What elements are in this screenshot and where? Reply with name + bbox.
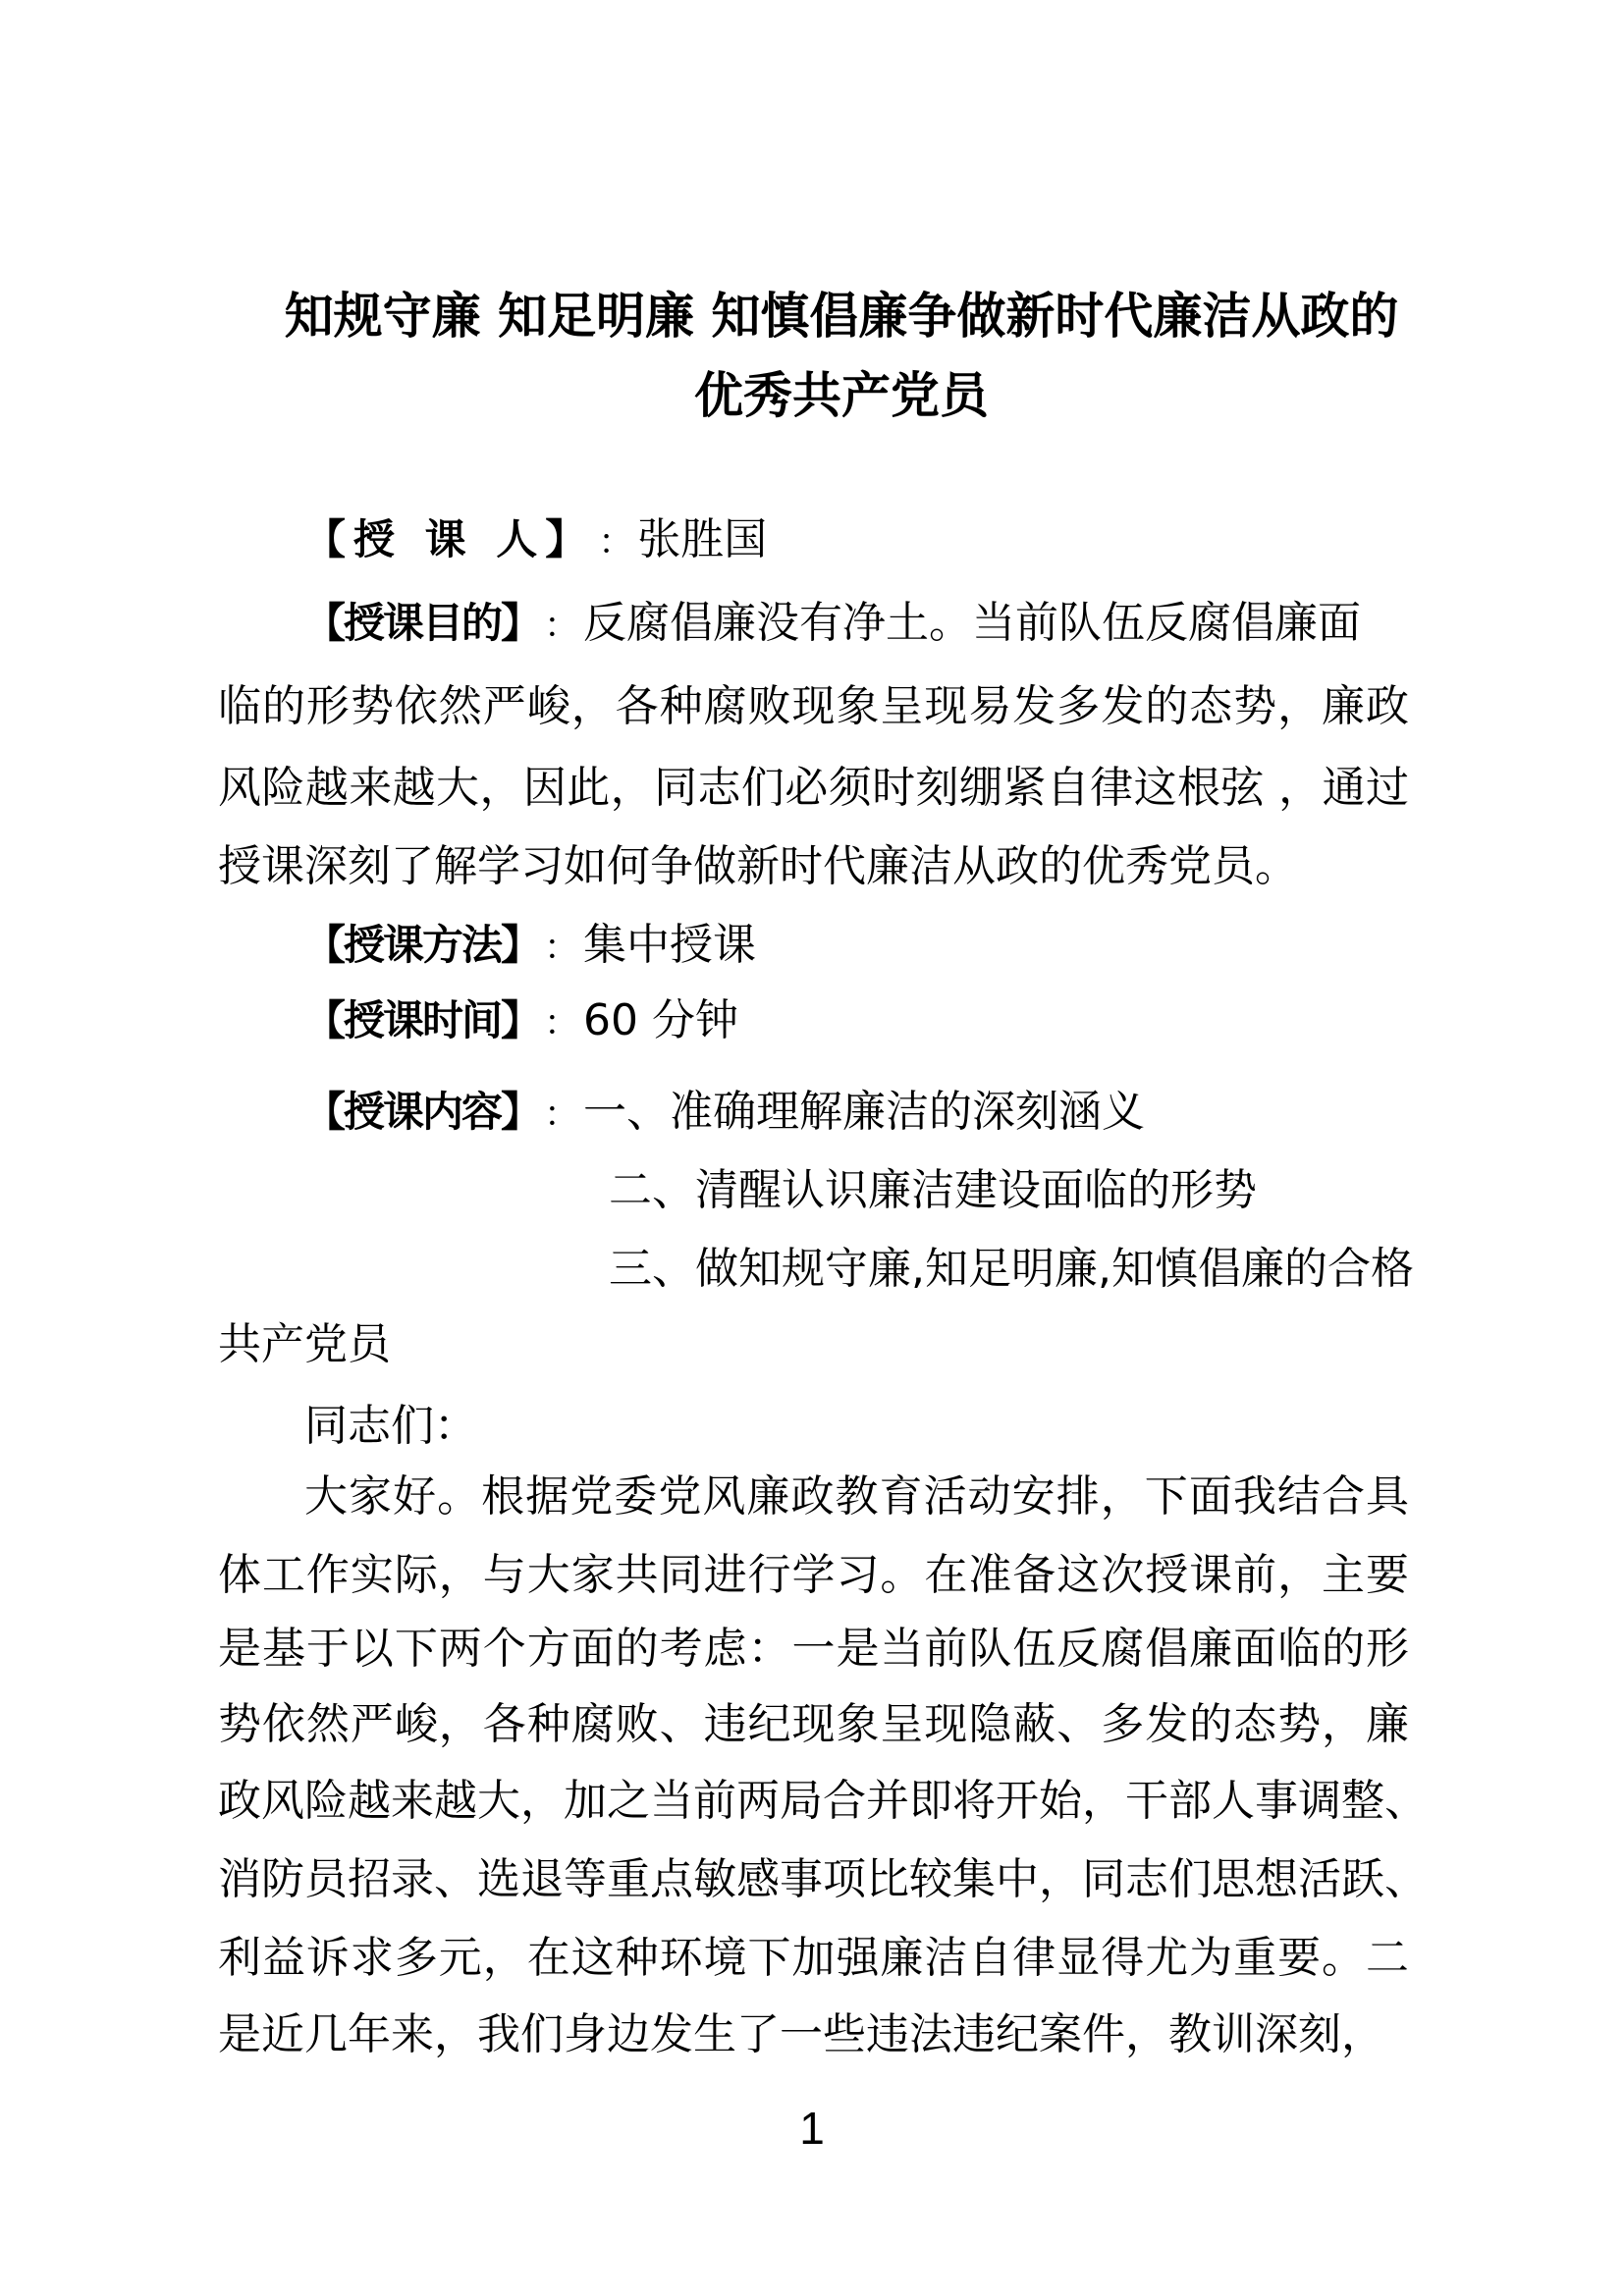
field-colon: ： [598, 522, 634, 562]
field-value-purpose-first-line: 反腐倡廉没有净土。当前队伍反腐倡廉面 [583, 598, 1362, 648]
content-item-3-continuation: 共产党员 [218, 1319, 391, 1369]
body-line: 体工作实际，与大家共同进行学习。在准备这次授课前，主要 [218, 1550, 1409, 1600]
field-label-method: 【授课方法】 [304, 921, 541, 969]
document-title-line-1: 知规守廉 知足明廉 知慎倡廉争做新时代廉洁从政的 [284, 288, 1399, 345]
body-line: 政风险越来越大，加之当前两局合并即将开始，干部人事调整、 [218, 1776, 1428, 1826]
salutation: 同志们： [304, 1401, 477, 1451]
field-purpose [304, 594, 1361, 653]
field-duration [304, 991, 738, 1050]
field-label-duration: 【授课时间】 [304, 996, 541, 1044]
field-lecturer [304, 510, 767, 569]
document-title-line-2: 优秀共产党员 [694, 367, 989, 424]
field-content [304, 1083, 1145, 1142]
field-label-lecturer: 【授 课 人】 [304, 515, 595, 563]
content-item-1: 一、准确理解廉洁的深刻涵义 [583, 1087, 1146, 1137]
body-line: 是近几年来，我们身边发生了一些违法违纪案件，教训深刻， [218, 2009, 1384, 2059]
paragraph-line: 临的形势依然严峻，各种腐败现象呈现易发多发的态势，廉政 [218, 681, 1409, 731]
body-line: 势依然严峻，各种腐败、违纪现象呈现隐蔽、多发的态势，廉 [218, 1699, 1409, 1749]
field-label-content: 【授课内容】 [304, 1088, 541, 1136]
field-value-method: 集中授课 [583, 920, 757, 970]
field-colon: ： [544, 928, 580, 968]
field-label-purpose: 【授课目的】 [304, 599, 541, 647]
field-method [304, 916, 756, 975]
content-item-3: 三、做知规守廉,知足明廉,知慎倡廉的合格 [609, 1244, 1414, 1294]
field-value-lecturer: 张胜国 [637, 514, 768, 564]
field-colon: ： [544, 1095, 580, 1135]
paragraph-line: 风险越来越大，因此，同志们必须时刻绷紧自律这根弦 ，通过 [218, 763, 1409, 813]
field-colon: ： [544, 606, 580, 646]
body-first-line: 大家好。根据党委党风廉政教育活动安排，下面我结合具 [304, 1471, 1409, 1522]
body-line: 利益诉求多元，在这种环境下加强廉洁自律显得尤为重要。二 [218, 1933, 1409, 1983]
content-item-2: 二、清醒认识廉洁建设面临的形势 [609, 1165, 1257, 1215]
paragraph-line: 授课深刻了解学习如何争做新时代廉洁从政的优秀党员。 [218, 841, 1298, 891]
field-colon: ： [544, 1003, 580, 1043]
field-value-duration: 60 分钟 [583, 995, 738, 1045]
page-number: 1 [799, 2103, 825, 2154]
body-line: 是基于以下两个方面的考虑：一是当前队伍反腐倡廉面临的形 [218, 1624, 1409, 1674]
body-line: 消防员招录、选退等重点敏感事项比较集中，同志们思想活跃、 [218, 1854, 1428, 1904]
